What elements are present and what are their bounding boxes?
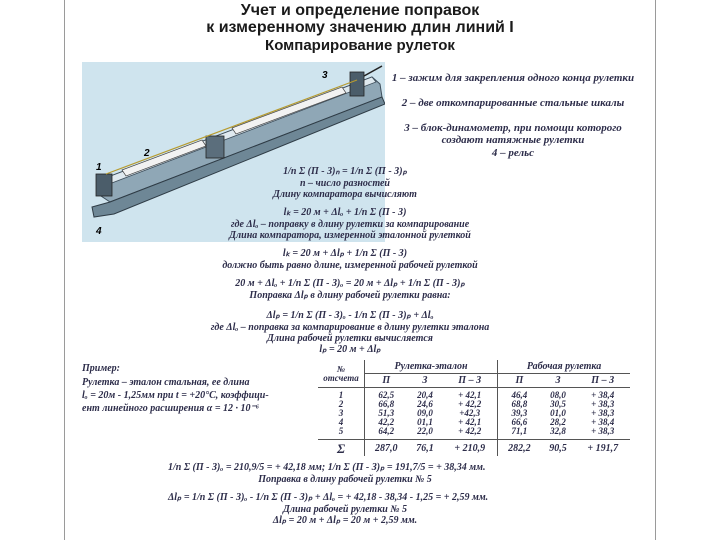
left-border-line <box>64 0 65 540</box>
result-2-note: Длина рабочей рулетки № 5 <box>283 504 407 515</box>
table-sum-cell: 287,0 <box>365 440 408 457</box>
example-text-3: ент линейного расширения α = 12 · 10⁻⁶ <box>82 403 260 414</box>
table-cell: 62,5 66,8 51,3 42,2 64,2 <box>378 390 395 436</box>
table-subheader: П <box>365 374 408 388</box>
example-text-1: Рулетка – эталон стальная, ее длина <box>82 377 250 388</box>
formula-3-note: должно быть равно длине, измеренной рабочей рулеткой <box>222 260 478 271</box>
table-row-numbers: 1 2 3 4 5 <box>318 388 365 440</box>
callout-3: 3 <box>322 70 328 81</box>
table-header-reference-tape: Рулетка-эталон <box>365 360 498 374</box>
table-cell: + 42,1 + 42,2 +42,3 + 42,1 + 42,2 <box>442 388 497 440</box>
table-sum-cell: 282,2 <box>498 440 541 457</box>
table-subheader: П – З <box>575 374 630 388</box>
table-subheader: З <box>408 374 443 388</box>
formula-5-note-2: Длина рабочей рулетки вычисляется <box>267 333 433 344</box>
comparison-table <box>318 360 630 456</box>
legend-item-1: 1 – зажим для закрепления одного конца рулетки <box>391 72 635 84</box>
result-2: Δlₚ = 1/n Σ (П - З)ₒ - 1/n Σ (П - З)ₚ + Δlₒ = + 42,18 - 38,34 - 1,25 = + 2,59 мм. <box>168 492 489 503</box>
legend-item-2: 2 – две откомпарированные стальные шкалы <box>401 97 625 109</box>
formula-1-note: n – число разностей <box>300 178 390 189</box>
result-1-note: Поправка в длину рабочей рулетки № 5 <box>258 474 432 485</box>
example-text-2: lₒ = 20м - 1,25мм при t = +20°C, коэффици- <box>82 390 269 401</box>
formula-4-note: Поправка Δlₚ в длину рабочей рулетки равна: <box>249 290 451 301</box>
title-line-3: Компарирование рулеток <box>265 37 455 54</box>
title-line-1: Учет и определение поправок <box>240 2 480 19</box>
table-subheader: З <box>541 374 576 388</box>
legend-item-4: 4 – рельс <box>491 147 535 159</box>
result-1: 1/n Σ (П - З)ₒ = 210,9/5 = + 42,18 мм; 1/n Σ (П - З)ₚ = 191,7/5 = + 38,34 мм. <box>168 462 486 473</box>
table-sum-label: Σ <box>318 440 365 457</box>
table-subheader: П <box>498 374 541 388</box>
table-sum-cell: + 191,7 <box>575 440 630 457</box>
formula-1: 1/n Σ (П - З)ₙ = 1/n Σ (П - З)ₚ <box>283 166 407 177</box>
callout-2: 2 <box>144 148 150 159</box>
table-cell: 46,4 68,8 39,3 66,6 71,1 <box>511 390 528 436</box>
formula-6: lₚ = 20 м + Δlₚ <box>319 344 381 355</box>
formula-5: Δlₚ = 1/n Σ (П - З)ₒ - 1/n Σ (П - З)ₚ + Δlₒ <box>266 310 434 321</box>
table-subheader: П – З <box>442 374 497 388</box>
formula-5-note: где Δlₒ – поправка за компарирование в длину рулетки эталона <box>210 322 490 333</box>
formula-2: lₖ = 20 м + Δlₒ + 1/n Σ (П - З) <box>283 207 407 218</box>
table-header-number: № отсчета <box>318 360 365 388</box>
formula-4: 20 м + Δlₒ + 1/n Σ (П - З)ₒ = 20 м + Δlₚ + 1/n Σ (П - З)ₚ <box>235 278 465 289</box>
table-sum-cell: 76,1 <box>408 440 443 457</box>
result-3: Δlₚ = 20 м + Δlₚ = 20 м + 2,59 мм. <box>272 515 418 526</box>
formula-2-note: где Δlₒ – поправку в длину рулетки за компарирование <box>230 219 470 230</box>
table-cell: + 38,4 + 38,3 + 38,3 + 38,4 + 38,3 <box>591 390 615 436</box>
table-header-working-tape: Рабочая рулетка <box>498 360 630 374</box>
table-cell: 20,4 24,6 09,0 01,1 22,0 <box>417 390 433 436</box>
legend-item-3: 3 – блок-динамометр, при помощи которого создают натяжные рулетки <box>404 122 622 146</box>
callout-4: 4 <box>96 226 102 237</box>
example-heading: Пример: <box>82 363 120 374</box>
callout-1: 1 <box>96 162 102 173</box>
title-line-2: к измеренному значению длин линий I <box>206 19 514 36</box>
table-cell: 08,0 30,5 01,0 28,2 32,8 <box>550 390 566 436</box>
table-sum-cell: + 210,9 <box>442 440 497 457</box>
table-sum-cell: 90,5 <box>541 440 576 457</box>
formula-2-note-2: Длина компаратора, измеренной эталонной рулеткой <box>229 230 471 241</box>
formula-1-note-2: Длину компаратора вычисляют <box>273 189 417 200</box>
formula-3: lₖ = 20 м + Δlₚ + 1/n Σ (П - З) <box>282 248 408 259</box>
right-border-line <box>655 0 656 540</box>
